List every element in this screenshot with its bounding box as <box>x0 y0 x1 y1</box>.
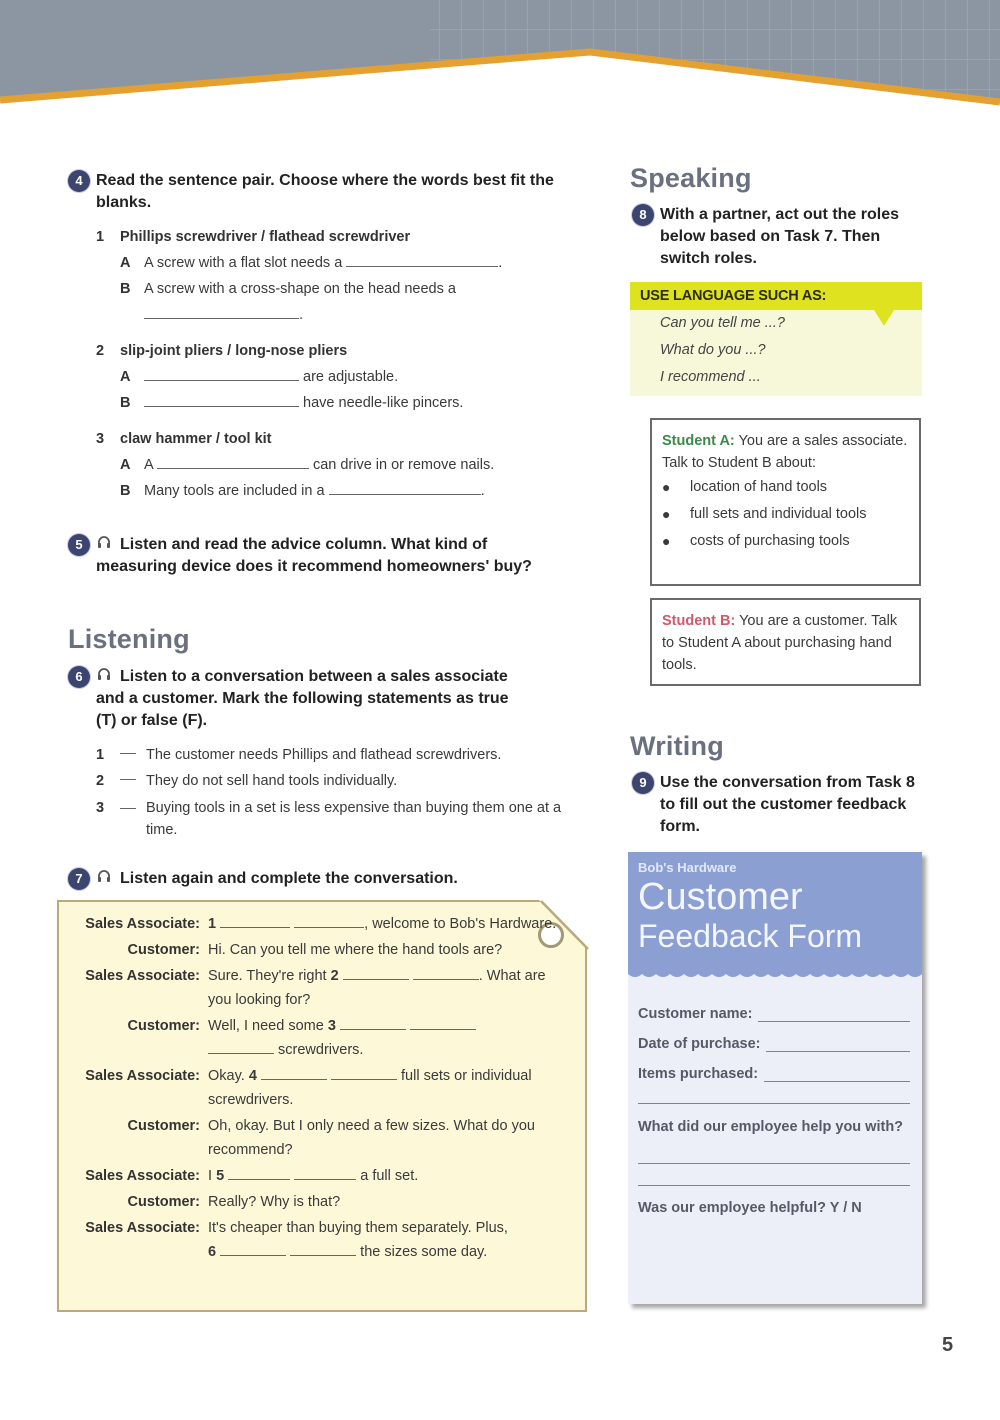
answer-blank[interactable] <box>220 1242 286 1256</box>
task-number-badge: 7 <box>68 868 90 890</box>
task-9 <box>632 772 927 838</box>
useful-language-heading: USE LANGUAGE SUCH AS: <box>630 282 922 310</box>
student-b-label: Student B: <box>662 613 736 629</box>
conversation-line: Sales Associate: It's cheaper than buying them separately. Plus, 6 the sizes some day. <box>85 1220 508 1260</box>
answer-blank[interactable] <box>290 1242 356 1256</box>
answer-blank[interactable] <box>144 305 299 319</box>
conversation-line: Sales Associate: 1 , welcome to Bob's Hardware. <box>85 916 557 932</box>
task-instruction: Listen again and complete the conversation. <box>120 870 458 887</box>
statement: 2 They do not sell hand tools individually. <box>96 768 576 794</box>
item-2: 2 slip-joint pliers / long-nose pliers A are adjustable. B have needle-like pincers. <box>96 343 464 411</box>
bullet-icon: ● <box>662 479 671 495</box>
task-instruction: With a partner, act out the roles below based on Task 7. Then switch roles. <box>660 206 900 267</box>
form-body <box>628 974 922 1216</box>
student-a-label: Student A: <box>662 433 735 449</box>
input-line[interactable] <box>638 1138 910 1164</box>
answer-blank[interactable] <box>331 1066 397 1080</box>
customer-feedback-form <box>628 852 922 1304</box>
tf-blank[interactable] <box>120 742 136 754</box>
phrase: Can you tell me ...? <box>660 315 785 331</box>
bullet-item: ● location of hand tools <box>662 474 909 501</box>
form-field-customer-name[interactable]: Customer name: <box>638 992 910 1022</box>
task-number-badge: 5 <box>68 534 90 556</box>
tf-blank[interactable] <box>120 768 136 780</box>
answer-blank[interactable] <box>220 914 290 928</box>
bullet-icon: ● <box>662 533 671 549</box>
answer-blank[interactable] <box>157 455 309 469</box>
conversation-line: Sales Associate: I 5 a full set. <box>85 1168 419 1184</box>
student-b-card: Student B: You are a customer. Talk to Student A about purchasing hand tools. <box>650 598 921 686</box>
input-line[interactable] <box>764 1068 910 1082</box>
phrase: I recommend ... <box>660 369 761 385</box>
task-instruction: Use the conversation from Task 8 to fill out the customer feedback form. <box>660 774 915 835</box>
answer-blank[interactable] <box>294 914 364 928</box>
answer-blank[interactable] <box>208 1040 274 1054</box>
answer-blank[interactable] <box>410 1016 476 1030</box>
true-false-list <box>96 742 576 841</box>
conversation <box>60 912 565 1264</box>
answer-blank[interactable] <box>346 253 498 267</box>
bullet-icon: ● <box>662 506 671 522</box>
task-instruction: Listen and read the advice column. What kind of measuring device does it recommend homeowners' buy? <box>96 536 532 575</box>
form-question-helpful[interactable]: Was our employee helpful? Y / N <box>638 1200 862 1216</box>
answer-blank[interactable] <box>261 1066 327 1080</box>
bullet-item: ● costs of purchasing tools <box>662 528 909 555</box>
answer-blank[interactable] <box>228 1166 290 1180</box>
task-number-badge: 4 <box>68 170 90 192</box>
task-8 <box>632 204 922 270</box>
audio-icon[interactable] <box>96 535 112 551</box>
answer-blank[interactable] <box>343 966 409 980</box>
input-line[interactable] <box>766 1038 910 1052</box>
task-instruction: Listen to a conversation between a sales associate and a customer. Mark the following statements as true (T) or false (F). <box>96 668 509 729</box>
conversation-line: Sales Associate: Sure. They're right 2 . What are you looking for? <box>85 968 546 1008</box>
section-title-listening: Listening <box>68 624 190 654</box>
conversation-line: Customer: Hi. Can you tell me where the hand tools are? <box>127 942 503 958</box>
form-brand: Bob's Hardware <box>638 860 737 875</box>
form-header <box>628 852 922 974</box>
phrase: What do you ...? <box>660 342 766 358</box>
answer-blank[interactable] <box>413 966 479 980</box>
item-1: 1 Phillips screwdriver / flathead screwdriver A A screw with a flat slot needs a . B A screw with a cross-shape on the head needs a . <box>96 229 503 323</box>
conversation-line: Customer: Oh, okay. But I only need a few sizes. What do you recommend? <box>127 1118 535 1158</box>
form-subtitle: Feedback Form <box>638 918 863 954</box>
task-number-badge: 8 <box>632 204 654 226</box>
input-line[interactable] <box>758 1008 910 1022</box>
tf-blank[interactable] <box>120 797 136 809</box>
conversation-line: Customer: Well, I need some 3 screwdrivers. <box>60 1014 565 1062</box>
answer-blank[interactable] <box>144 367 299 381</box>
input-line[interactable] <box>638 1164 910 1186</box>
useful-language-box <box>630 282 922 396</box>
bullet-item: ● full sets and individual tools <box>662 501 909 528</box>
answer-blank[interactable] <box>144 393 299 407</box>
task-number-badge: 6 <box>68 666 90 688</box>
task-number-badge: 9 <box>632 772 654 794</box>
item-3: 3 claw hammer / tool kit A A can drive in or remove nails. B Many tools are included in a . <box>96 431 495 499</box>
audio-icon[interactable] <box>96 667 112 683</box>
audio-icon[interactable] <box>96 869 112 885</box>
answer-blank[interactable] <box>294 1166 356 1180</box>
wavy-edge <box>628 970 922 980</box>
page-number: 5 <box>942 1334 954 1356</box>
section-title-speaking: Speaking <box>630 163 752 193</box>
form-field-date-of-purchase[interactable]: Date of purchase: <box>638 1022 910 1052</box>
student-a-card: Student A: You are a sales associate. Talk to Student B about: ● location of hand tools ● full sets and individual tools ● costs of purchasing tools <box>650 418 921 586</box>
conversation-line: Sales Associate: Okay. 4 full sets or individual screwdrivers. <box>85 1068 532 1108</box>
form-title: Customer <box>638 876 803 918</box>
task-7 <box>68 868 568 890</box>
answer-blank[interactable] <box>340 1016 406 1030</box>
task-5 <box>68 534 558 578</box>
callout-arrow-icon <box>874 310 894 326</box>
input-line[interactable] <box>638 1082 910 1104</box>
task-4 <box>68 170 568 214</box>
section-title-writing: Writing <box>630 731 724 761</box>
answer-blank[interactable] <box>329 481 481 495</box>
statement: 3 Buying tools in a set is less expensive than buying them one at a time. <box>96 797 576 841</box>
statement: 1 The customer needs Phillips and flathead screwdrivers. <box>96 742 576 768</box>
task-4-items <box>96 224 576 504</box>
form-question-help: What did our employee help you with? <box>638 1119 904 1135</box>
header-banner <box>0 0 1000 120</box>
task-6 <box>68 666 518 732</box>
task-instruction: Read the sentence pair. Choose where the words best fit the blanks. <box>96 172 554 211</box>
form-field-items-purchased[interactable]: Items purchased: <box>638 1052 910 1082</box>
conversation-line: Customer: Really? Why is that? <box>127 1194 341 1210</box>
